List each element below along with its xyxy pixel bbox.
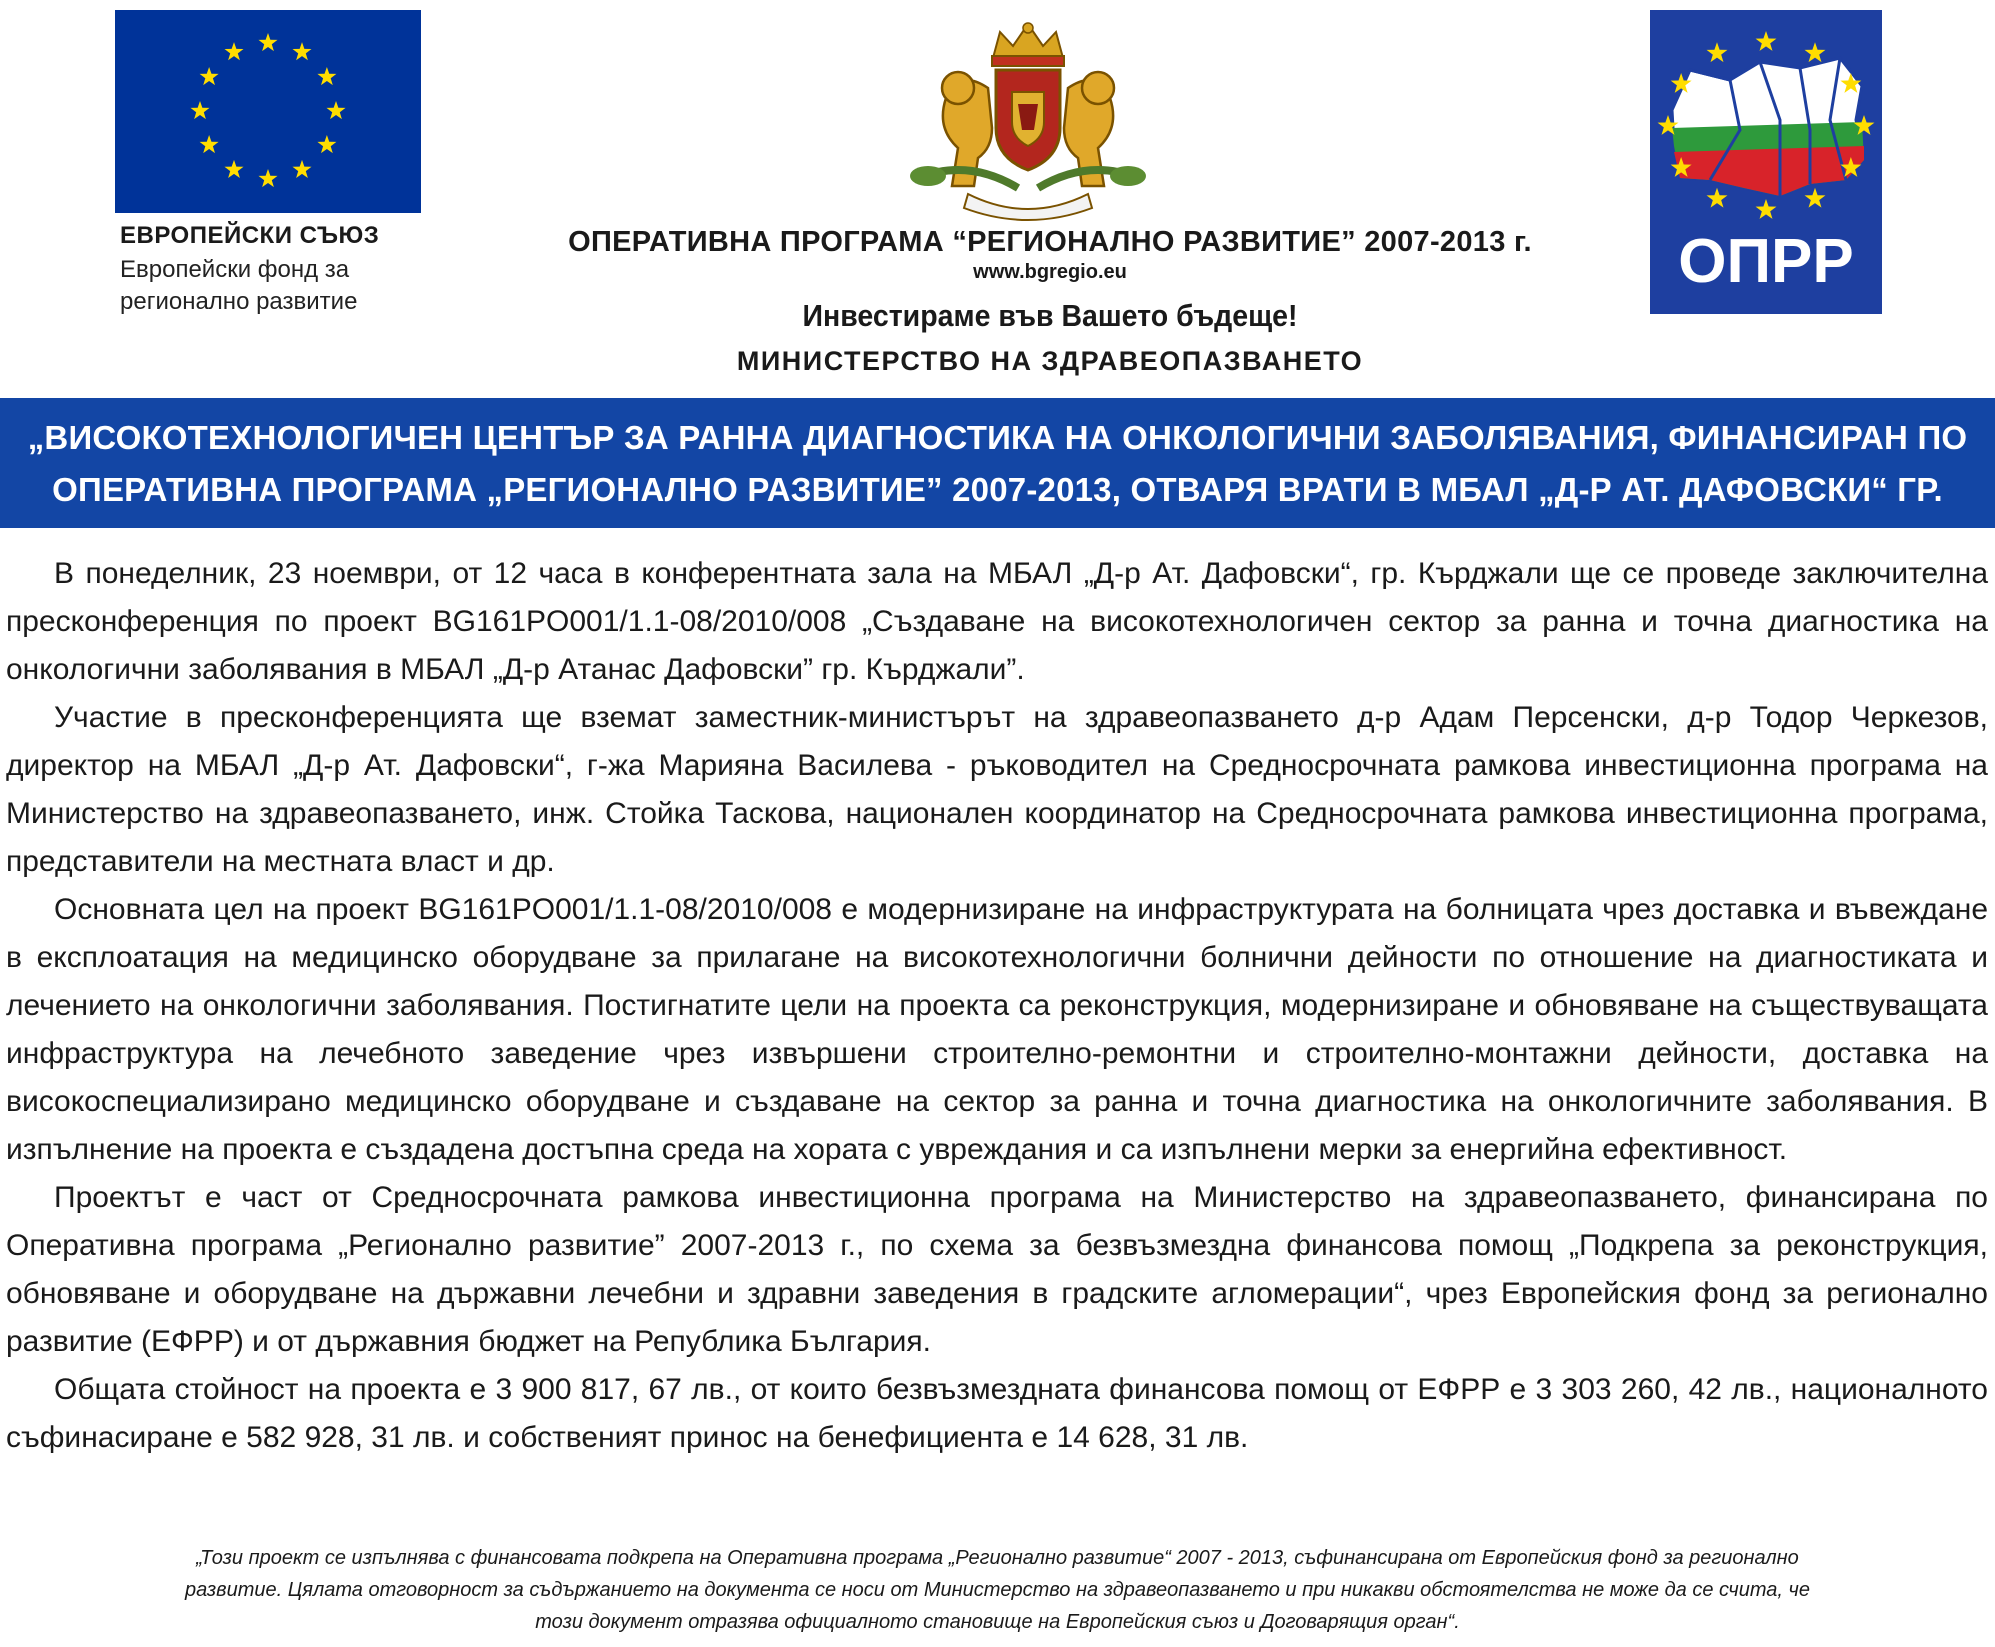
headline-banner <box>0 398 1995 560</box>
program-title: ОПЕРАТИВНА ПРОГРАМА “РЕГИОНАЛНО РАЗВИТИЕ” 2007-2013 г. <box>568 226 1532 258</box>
paragraph-5: Общата стойност на проекта е 3 900 817, 67 лв., от които безвъзмездната финансова помощ от ЕФРР е 3 303 260, 42 лв., националното съфинасиране е 582 928, 31 лв. и собственият принос на бенефициента е 14 628, 31 лв. <box>6 1373 1988 1454</box>
eu-stars-icon <box>115 10 421 213</box>
bulgaria-map-icon <box>1650 10 1882 314</box>
eu-caption <box>115 222 445 318</box>
disclaimer-footnote <box>10 1542 1985 1638</box>
disclaimer-line-2: развитие. Цялата отговорност за съдържанието на документа се носи от Министерство на здравеопазването и при никакви обстоятелства не може да се счита, че <box>185 1579 1810 1601</box>
program-header <box>440 226 1660 377</box>
program-slogan: Инвестираме във Вашето бъдеще! <box>802 298 1298 333</box>
paragraph-2: Участие в пресконференцията ще вземат заместник-министърът на здравеопазването д-р Адам Персенски, д-р Тодор Черкезов, директор на МБАЛ „Д-р Ат. Дафовски“, г-жа Марияна Василева - ръководител на Средносрочната рамкова инвестиционна програма на Министерство на здравеопазването, инж. Стойка Таскова, национален координатор на Средносрочната рамкова инвестиционна програма, представители на местната власт и др. <box>6 701 1988 878</box>
paragraph-1: В понеделник, 23 ноември, от 12 часа в конферентната зала на МБАЛ „Д-р Ат. Дафовски“, гр. Кърджали ще се проведе заключителна пресконференция по проект BG161PO001/1.1-08/2010/008 „Създаване на високотехнологичен сектор за ранна и точна диагностика на онкологични заболявания в МБАЛ „Д-р Атанас Дафовски” гр. Кърджали”. <box>6 557 1988 686</box>
eu-flag-logo <box>115 10 421 213</box>
headline-line-2: ОПЕРАТИВНА ПРОГРАМА „РЕГИОНАЛНО РАЗВИТИЕ” 2007-2013, ОТВАРЯ ВРАТИ В МБАЛ „Д-Р АТ. ДАФОВСКИ“ ГР. КЪРДЖАЛИ. <box>52 471 1943 560</box>
coat-of-arms-icon <box>888 18 1168 224</box>
eu-fund-line-2: регионално развитие <box>120 288 358 315</box>
coat-of-arms-logo <box>888 18 1168 224</box>
eu-fund-line-1: Европейски фонд за <box>120 256 350 283</box>
oprr-logo <box>1650 10 1882 314</box>
headline-line-1: „ВИСОКОТЕХНОЛОГИЧЕН ЦЕНТЪР ЗА РАННА ДИАГНОСТИКА НА ОНКОЛОГИЧНИ ЗАБОЛЯВАНИЯ, ФИНАНСИРАН ПО <box>27 419 1968 456</box>
article-body <box>6 550 1988 1462</box>
eu-title: ЕВРОПЕЙСКИ СЪЮЗ <box>120 222 380 249</box>
paragraph-3: Основната цел на проект BG161PO001/1.1-08/2010/008 е модернизиране на инфраструктурата на болницата чрез доставка и въвеждане в експлоатация на медицинско оборудване за прилагане на високотехнологични болнични дейности по отношение на диагностиката и лечението на онкологични заболявания. Постигнатите цели на проекта са реконструкция, модернизиране и обновяване на съществуващата инфраструктура на лечебното заведение чрез извършени строително-ремонтни и строително-монтажни дейности, доставка на високоспециализирано медицинско оборудване и създаване на сектор за ранна и точна диагностика на онкологичните заболявания. В изпълнение на проекта е създадена достъпна среда на хората с увреждания и са изпълнени мерки за енергийна ефективност. <box>6 893 1988 1166</box>
oprr-label: ОПРР <box>1678 227 1854 296</box>
disclaimer-line-3: този документ отразява официалното становище на Европейския съюз и Договарящия орган“. <box>535 1611 1460 1633</box>
ministry-name: МИНИСТЕРСТВО НА ЗДРАВЕОПАЗВАНЕТО <box>736 346 1364 376</box>
disclaimer-line-1: „Този проект се изпълнява с финансовата подкрепа на Оперативна програма „Регионално развитие“ 2007 - 2013, съфинансирана от Европейския фонд за регионално <box>196 1547 1799 1569</box>
program-url: www.bgregio.eu <box>973 261 1127 283</box>
paragraph-4: Проектът е част от Средносрочната рамкова инвестиционна програма на Министерство на здравеопазването, финансирана по Оперативна програма „Регионално развитие” 2007-2013 г., по схема за безвъзмездна финансова помощ „Подкрепа за реконструкция, обновяване и оборудване на държавни лечебни и здравни заведения в градските агломерации“, чрез Европейския фонд за регионално развитие (ЕФРР) и от държавния бюджет на Република България. <box>6 1181 1988 1358</box>
